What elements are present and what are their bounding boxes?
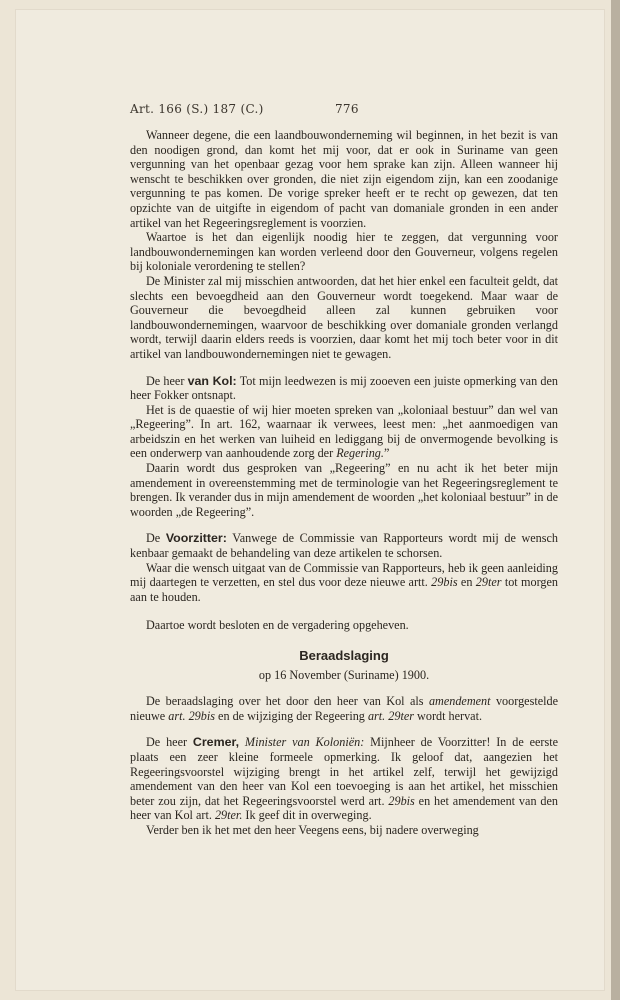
speech-cremer: De heer Cremer, Minister van Koloniën: Mijnheer de Voorzitter! In de eerste plaats een zeer kleine formeele opmerking. Ik geloof dat, aangezien het Regeeringsvoorstel wijziging brengt in het artikel zelf, terwijl het gewijzigd amendement van den heer van Kol een toevoeging is aan het artikel, het misschien beter zou zijn, dat het Regeeringsvoorstel werd art. 29bis en het amendement van den heer van Kol art. 29ter. Ik geef dit in overweging. (130, 735, 559, 823)
speech-voorzitter: De Voorzitter: Vanwege de Commissie van Rapporteurs wordt mij de wensch kenbaar gemaakt de behandeling van deze artikelen te schorsen. (130, 531, 559, 561)
paragraph: Waar die wensch uitgaat van de Commissie van Rapporteurs, heb ik geen aanleiding mij daartegen te verzetten, en stel dus voor deze nieuwe artt. 29bis en 29ter tot morgen aan te houden. (130, 560, 559, 604)
paragraph: Daarin wordt dus gesproken van „Regeering” en nu acht ik het beter mijn amendement in overeenstemming met de terminologie van het Regeeringsreglement te brengen. Ik verander dus in mijn amendement de woorden „het koloniaal bestuur” in de woorden „de Regeering”. (130, 461, 558, 519)
speaker-name: van Kol: (187, 373, 237, 388)
paragraph: Verder ben ik het met den heer Veegens eens, bij nadere overweging (146, 822, 479, 837)
running-header (130, 102, 550, 122)
body-text (130, 128, 558, 838)
paragraph: Waartoe is het dan eigenlijk noodig hier te zeggen, dat vergunning voor landbouwondernemingen kan worden verleend door den Gouverneur, volgens regelen bij koloniale verordening te stellen? (130, 230, 558, 274)
paragraph: Wanneer degene, die een laandbouwonderneming wil beginnen, in het bezit is van den noodigen grond, dan komt het mij voor, dat er ook in Suriname van geen vergunning van het openbaar gezag voor hem sprake kan zijn. Alleen wanneer hij wenscht te beschikken over gronden, die niet zijn eigendom zijn, kan een zoodanige vergunning te pas komen. De vorige spreker heeft er te recht op gewezen, dat ten opzichte van de uitgifte in eigendom of pacht van domaniale gronden in een ander artikel van het Regeeringsreglement is voorzien. (130, 128, 558, 230)
paragraph: De Minister zal mij misschien antwoorden, dat het hier enkel een faculteit geldt, dat slechts een bevoegdheid aan den Gouverneur wordt toegekend. Maar waar de Gouverneur die bevoegdheid alleen zal kunnen gebruiken voor landbouwondernemingen, waarvoor de beschikking over domaniale gronden verlangd wordt, terwijl daarin elders reeds is voorzien, daar komt het mij toch beter voor in dit artikel van landbouwondernemingen niet te gewagen. (130, 273, 558, 361)
speaker-name: Voorzitter: (165, 531, 227, 546)
section-title: Beraadslaging (299, 648, 389, 663)
paragraph: Het is de quaestie of wij hier moeten spreken van „koloniaal bestuur” dan wel van „Regeering”. In art. 162, waarnaar ik verwees, leest men: „het aanmoedigen van arbeidszin en het werken van luiheid en lediggang bij de onvermogende bevolking is een onderwerp van aanhoudende zorg der Regering.” (130, 402, 558, 461)
paragraph: De beraadslaging over het door den heer van Kol als amendement voorgestelde nieuwe art. 29bis en de wijziging der Regeering art. 29ter wordt hervat. (130, 694, 559, 723)
speaker-role: Minister van Koloniën: (244, 735, 365, 750)
page-number: 776 (335, 102, 359, 116)
section-date: op 16 November (Suriname) 1900. (258, 667, 430, 682)
speaker-name: Cremer, (192, 735, 240, 750)
closing-line: Daartoe wordt besloten en de vergadering opgeheven. (146, 618, 409, 633)
speech-van-kol: De heer van Kol: Tot mijn leedwezen is mij zooeven een juiste opmerking van den heer Fokker ontsnapt. (130, 373, 559, 403)
scan-edge (611, 0, 620, 1000)
article-reference: Art. 166 (S.) 187 (C.) (130, 102, 264, 116)
